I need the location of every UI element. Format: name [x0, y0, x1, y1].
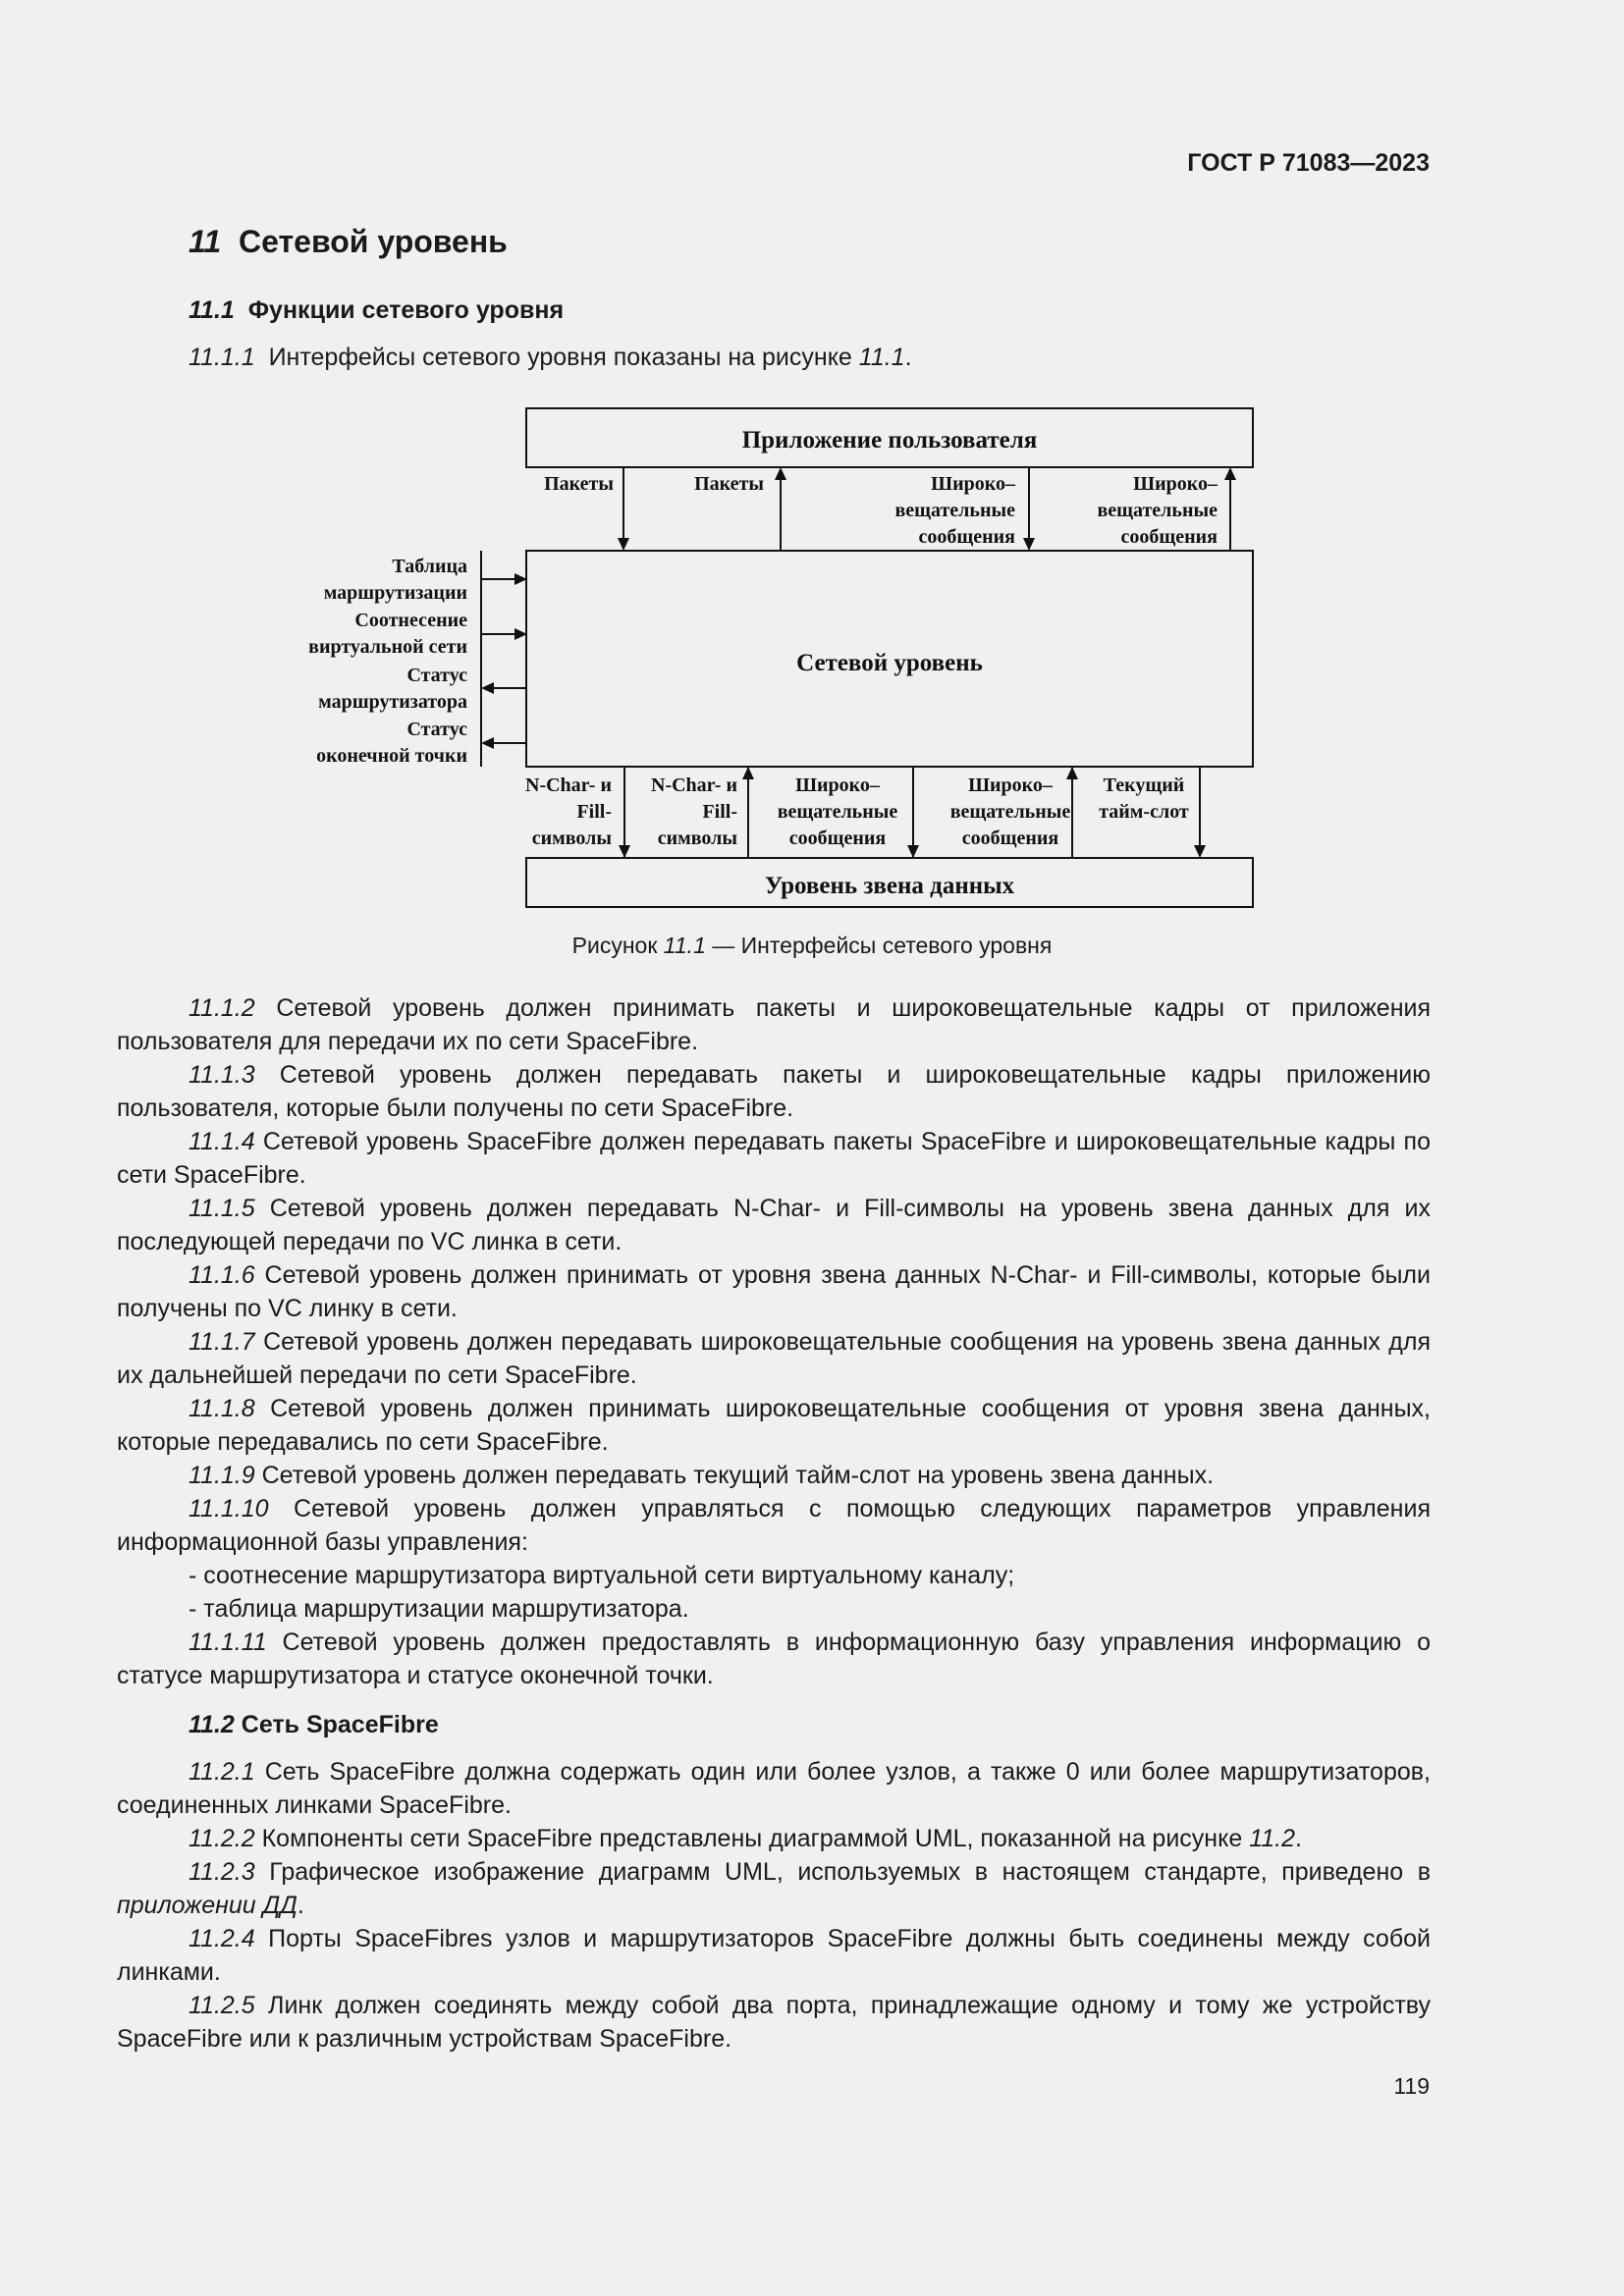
- arrowhead: [1023, 538, 1035, 551]
- subsection-title: Функции сетевого уровня: [247, 296, 565, 324]
- caption-text: — Интерфейсы сетевого уровня: [712, 933, 1053, 958]
- clause-paragraph: [117, 1125, 1431, 1192]
- subsection-number: 11.2: [189, 1711, 235, 1738]
- clause-paragraph: [117, 1626, 1431, 1692]
- clause-number: 11.1.7: [189, 1328, 255, 1356]
- body-text: [117, 991, 1431, 2056]
- arrowhead: [481, 737, 494, 749]
- clause-end: .: [904, 344, 912, 371]
- data-link-layer-label: Уровень звена данных: [764, 873, 1015, 899]
- clause-number: 11.1.9: [189, 1462, 255, 1489]
- clause-paragraph: [117, 1192, 1431, 1258]
- bottom-label-3-line-1: Широко–: [795, 774, 880, 796]
- clause-number: 11.1.11: [189, 1629, 267, 1656]
- left-label-3-line-2: маршрутизатора: [318, 691, 467, 713]
- clause-text: Сетевой уровень должен передавать пакеты и широковещательные кадры приложению пользователя, которые были получены по сети SpaceFibre.: [117, 1061, 1431, 1122]
- clause-text: Сеть SpaceFibre должна содержать один или более узлов, а также 0 или более маршрутизаторов, соединенных линками SpaceFibre.: [117, 1758, 1431, 1819]
- top-label-3-line-2: вещательные: [894, 500, 1015, 521]
- arrowhead: [619, 845, 630, 858]
- clause-paragraph: [117, 991, 1431, 1058]
- user-application-label: Приложение пользователя: [741, 427, 1038, 454]
- clause-number: 11.1.1: [189, 344, 255, 371]
- bottom-label-2-line-3: символы: [657, 828, 737, 849]
- arrowhead: [1066, 767, 1078, 779]
- bottom-label-4-line-3: сообщения: [961, 828, 1059, 849]
- clause-text: Сетевой уровень SpaceFibre должен передавать пакеты SpaceFibre и широковещательные кадры по сети SpaceFibre.: [117, 1128, 1432, 1189]
- list-item: - соотнесение маршрутизатора виртуальной сети виртуальному каналу;: [189, 1562, 1015, 1589]
- clause-number: 11.2.3: [189, 1858, 255, 1886]
- clause-paragraph: [117, 1492, 1431, 1559]
- figure-reference: 11.2: [1249, 1825, 1295, 1852]
- arrowhead: [775, 467, 786, 480]
- arrowhead: [1194, 845, 1206, 858]
- top-label-2: Пакеты: [694, 473, 764, 495]
- clause-number: 11.1.10: [189, 1495, 269, 1522]
- clause-text: Сетевой уровень должен принимать широковещательные сообщения от уровня звена данных, которые передавались по сети SpaceFibre.: [117, 1395, 1431, 1456]
- clause-paragraph: [117, 1325, 1431, 1392]
- arrowhead: [618, 538, 629, 551]
- clause-number: 11.1.4: [189, 1128, 255, 1155]
- top-label-4-line-2: вещательные: [1097, 500, 1218, 521]
- clause-text: Сетевой уровень должен управляться с помощью следующих параметров управления информационной базы управления:: [117, 1495, 1431, 1556]
- clause-text: Линк должен соединять между собой два порта, принадлежащие одному и тому же устройству SpaceFibre или к различным устройствам SpaceFibre.: [117, 1992, 1432, 2053]
- clause-number: 11.1.6: [189, 1261, 255, 1289]
- clause-number: 11.1.5: [189, 1195, 255, 1222]
- left-label-1-line-1: Таблица: [392, 556, 467, 577]
- top-label-4-line-3: сообщения: [1120, 526, 1218, 548]
- arrowhead: [481, 682, 494, 694]
- clause-paragraph: [117, 1922, 1431, 1989]
- caption-number: 11.1: [663, 933, 706, 958]
- bottom-label-1-line-3: символы: [531, 828, 612, 849]
- bottom-label-1-line-1: N-Char- и: [525, 774, 612, 796]
- clause-text: Сетевой уровень должен предоставлять в информационную базу управления информацию о статусе маршрутизатора и статусе оконечной точки.: [117, 1629, 1432, 1689]
- bottom-label-2-line-1: N-Char- и: [651, 774, 737, 796]
- bottom-label-1-line-2: Fill-: [576, 801, 612, 823]
- clause-end: .: [1295, 1825, 1302, 1852]
- network-layer-diagram: [0, 0, 1624, 923]
- clause-number: 11.2.2: [189, 1825, 255, 1852]
- clause-text: Сетевой уровень должен передавать N-Char- и Fill-символы на уровень звена данных для их последующей передачи по VC линка в сети.: [117, 1195, 1431, 1255]
- network-layer-label: Сетевой уровень: [796, 650, 983, 676]
- top-label-3-line-3: сообщения: [918, 526, 1015, 548]
- left-label-2-line-1: Соотнесение: [354, 610, 467, 631]
- left-label-4-line-1: Статус: [406, 719, 467, 740]
- clause-text: Сетевой уровень должен передавать текущий тайм-слот на уровень звена данных.: [261, 1462, 1215, 1489]
- figure-reference: 11.1: [858, 344, 905, 371]
- section-title: Сетевой уровень: [239, 224, 508, 259]
- clause-text: Сетевой уровень должен передавать широковещательные сообщения на уровень звена данных для их дальнейшей передачи по сети SpaceFibre.: [117, 1328, 1431, 1389]
- figure-caption: [0, 933, 1624, 959]
- bottom-label-3-line-2: вещательные: [777, 801, 898, 823]
- clause-text: Интерфейсы сетевого уровня показаны на рисунке: [268, 344, 852, 371]
- clause-text: Сетевой уровень должен принимать от уровня звена данных N-Char- и Fill-символы, которые были получены по VC линку в сети.: [117, 1261, 1431, 1322]
- clause-end: .: [297, 1892, 304, 1919]
- section-number: 11: [189, 224, 222, 259]
- clause-text: Порты SpaceFibres узлов и маршрутизаторов SpaceFibre должны быть соединены между собой линками.: [117, 1925, 1432, 1986]
- top-label-1: Пакеты: [544, 473, 614, 495]
- document-header: ГОСТ Р 71083—2023: [1187, 149, 1430, 177]
- bottom-label-4-line-2: вещательные: [949, 801, 1071, 823]
- clause-paragraph: [117, 1392, 1431, 1459]
- bottom-label-5-line-1: Текущий: [1103, 774, 1185, 796]
- clause-paragraph: [117, 1822, 1431, 1855]
- clause-paragraph: [117, 1755, 1431, 1822]
- top-label-3-line-1: Широко–: [931, 473, 1015, 495]
- subsection-number: 11.1: [189, 296, 235, 324]
- clause-paragraph: [117, 1855, 1431, 1922]
- bottom-label-3-line-3: сообщения: [788, 828, 887, 849]
- left-label-3-line-1: Статус: [406, 665, 467, 686]
- clause-paragraph: [117, 1989, 1431, 2056]
- left-label-4-line-2: оконечной точки: [316, 745, 467, 767]
- clause-number: 11.1.8: [189, 1395, 255, 1422]
- arrowhead: [907, 845, 919, 858]
- page-number: 119: [1393, 2073, 1430, 2099]
- clause-number: 11.2.5: [189, 1992, 255, 2019]
- clause-paragraph: [117, 1058, 1431, 1125]
- clause-text: Сетевой уровень должен принимать пакеты и широковещательные кадры от приложения пользователя для передачи их по сети SpaceFibre.: [117, 994, 1432, 1055]
- arrowhead: [742, 767, 754, 779]
- subsection-title: Сеть SpaceFibre: [241, 1711, 439, 1738]
- caption-prefix: Рисунок: [571, 933, 658, 958]
- bottom-label-4-line-1: Широко–: [968, 774, 1053, 796]
- bottom-label-2-line-2: Fill-: [702, 801, 737, 823]
- top-label-4-line-1: Широко–: [1133, 473, 1218, 495]
- clause-paragraph: [117, 1258, 1431, 1325]
- left-label-1-line-2: маршрутизации: [323, 582, 467, 604]
- clause-number: 11.2.1: [189, 1758, 255, 1786]
- clause-number: 11.1.3: [189, 1061, 255, 1089]
- left-label-2-line-2: виртуальной сети: [308, 636, 467, 658]
- arrowhead: [1224, 467, 1236, 480]
- appendix-reference: приложении ДД: [117, 1892, 298, 1919]
- clause-paragraph: [117, 1459, 1431, 1492]
- list-item: - таблица маршрутизации маршрутизатора.: [189, 1595, 689, 1623]
- clause-number: 11.1.2: [189, 994, 255, 1022]
- clause-text: Компоненты сети SpaceFibre представлены диаграммой UML, показанной на рисунке: [261, 1825, 1243, 1852]
- bottom-label-5-line-2: тайм-слот: [1099, 801, 1189, 823]
- clause-text: Графическое изображение диаграмм UML, используемых в настоящем стандарте, приведено в: [269, 1858, 1431, 1886]
- subsection-heading: [117, 1708, 1431, 1741]
- clause-number: 11.2.4: [189, 1925, 255, 1952]
